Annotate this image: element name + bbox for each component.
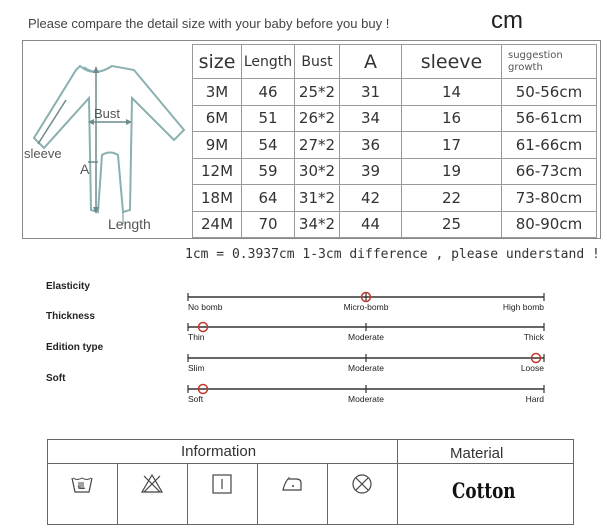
cell-size: 9M [193,132,242,159]
col-size-header: size [193,45,242,79]
hand-wash-icon [70,472,94,496]
cell-growth: 50-56cm [502,79,597,106]
cell-bust: 26*2 [295,105,340,132]
size-table-header-row [193,45,597,79]
no-bleach-icon [140,472,164,496]
cell-a: 39 [340,158,402,185]
cell-bust: 27*2 [295,132,340,159]
cell-bust: 31*2 [295,185,340,212]
col-sleeve-header: sleeve [402,45,502,79]
cell-size: 18M [193,185,242,212]
sleeve-label: sleeve [24,146,62,161]
scale-middle-text: Micro-bomb [343,302,389,312]
col-a-header: A [340,45,402,79]
scale-label: Soft [46,373,66,384]
size-table-row [193,105,597,132]
length-label: Length [108,216,151,232]
cell-growth: 80-90cm [502,211,597,238]
cell-length: 51 [242,105,295,132]
cell-bust: 30*2 [295,158,340,185]
cell-length: 54 [242,132,295,159]
scale-right-text: High bomb [502,302,544,312]
scale-middle-text: Moderate [348,394,384,404]
care-divider-2 [187,463,188,525]
cell-a: 44 [340,211,402,238]
cell-size: 6M [193,105,242,132]
col-growth-header: suggestion growth [502,45,597,79]
cell-growth: 73-80cm [502,185,597,212]
low-iron-icon [280,472,304,496]
cell-size: 3M [193,79,242,106]
info-header-divider [47,463,574,464]
care-divider-4 [327,463,328,525]
cell-length: 70 [242,211,295,238]
cell-a: 34 [340,105,402,132]
scale-left-text: No bomb [188,302,223,312]
size-table-row [193,132,597,159]
size-table-row [193,211,597,238]
size-table-row [193,79,597,106]
material-value: Cotton [452,478,516,503]
size-table-row [193,158,597,185]
cell-growth: 56-61cm [502,105,597,132]
cell-length: 59 [242,158,295,185]
scale-right-text: Hard [525,394,544,404]
conversion-note: 1cm = 0.3937cm 1-3cm difference , please understand ! [185,247,600,262]
material-divider [397,439,398,525]
size-compare-note: Please compare the detail size with your baby before you buy ! [28,16,390,31]
cell-sleeve: 16 [402,105,502,132]
cell-size: 24M [193,211,242,238]
care-divider-3 [257,463,258,525]
size-table-row [193,185,597,212]
scale-label: Edition type [46,342,104,353]
cell-sleeve: 22 [402,185,502,212]
cell-sleeve: 17 [402,132,502,159]
scale-label: Thickness [46,311,95,322]
cell-a: 42 [340,185,402,212]
cell-growth: 66-73cm [502,158,597,185]
scale-right-text: Thick [523,332,544,342]
cell-size: 12M [193,158,242,185]
scale-label: Elasticity [46,281,90,292]
scale-left-text: Soft [188,394,204,404]
cell-sleeve: 19 [402,158,502,185]
romper-outline-graphic [22,40,192,239]
cell-bust: 25*2 [295,79,340,106]
a-label: A [80,161,90,177]
cell-a: 36 [340,132,402,159]
cell-sleeve: 14 [402,79,502,106]
information-header: Information [181,443,257,460]
material-header: Material [450,445,504,462]
romper-diagram [22,40,192,239]
cell-length: 64 [242,185,295,212]
scale-left-text: Slim [188,363,205,373]
size-table [192,44,597,238]
scale-left-text: Thin [188,332,205,342]
tumble-dry-icon [210,472,234,496]
cell-growth: 61-66cm [502,132,597,159]
cell-bust: 34*2 [295,211,340,238]
care-divider-1 [117,463,118,525]
cell-a: 31 [340,79,402,106]
col-length-header: Length [242,45,295,79]
scale-middle-text: Moderate [348,332,384,342]
col-bust-header: Bust [295,45,340,79]
unit-label: cm [491,7,523,34]
cell-sleeve: 25 [402,211,502,238]
scale-middle-text: Moderate [348,363,384,373]
no-dry-clean-icon [350,472,374,496]
bust-label: Bust [94,106,121,121]
scale-right-text: Loose [520,363,544,373]
cell-length: 46 [242,79,295,106]
